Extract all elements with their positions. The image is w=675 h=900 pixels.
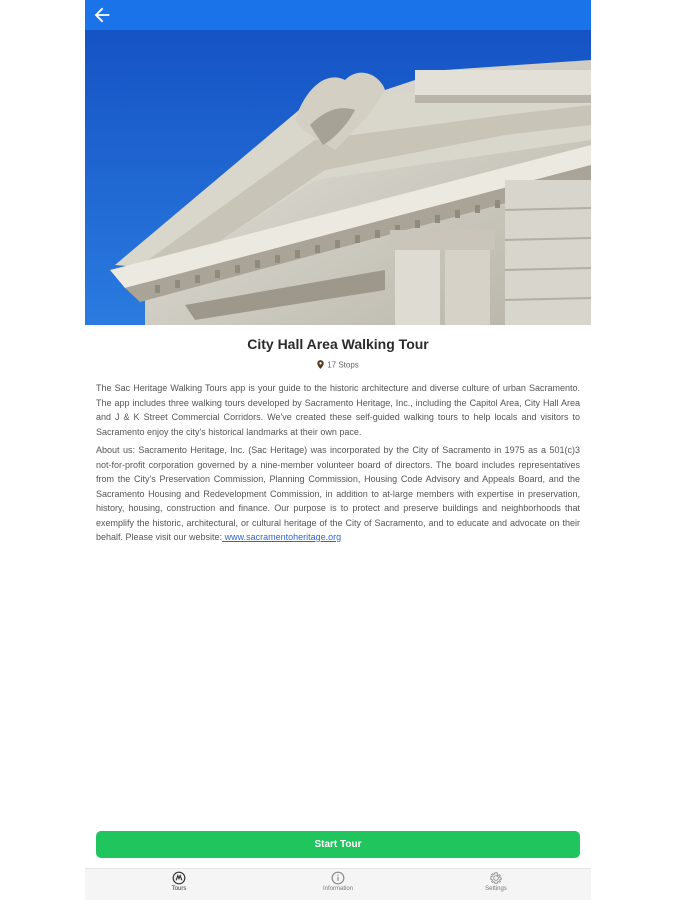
nav-item-tours[interactable]: [119, 871, 239, 892]
tours-icon: [172, 871, 186, 885]
nav-item-information[interactable]: [278, 871, 398, 892]
stops-count-label: 17 Stops: [327, 360, 359, 370]
back-arrow-icon[interactable]: [91, 4, 113, 26]
nav-label-tours: Tours: [171, 886, 187, 892]
gear-icon: [489, 871, 503, 885]
bottom-navigation: [85, 868, 591, 900]
nav-label-settings: Settings: [485, 886, 507, 892]
tour-description: [96, 381, 580, 549]
about-text: About us: Sacramento Heritage, Inc. (Sac Heritage) was incorporated by the City of Sacramento in 1975 as a 501(c)3 not-for-profit corporation governed by a nine-member volunteer board of directors. The board includes representatives from the City's Preservation Commission, Planning Commission, Housing Code Advisory and Appeals Board, and the Sacramento Housing and Redevelopment Commission, in addition to at-large members with expertise in preservation, history, housing, construction and finance. Our purpose is to protect and preserve buildings and neighborhoods that exemplify the historic, architectural, or cultural heritage of the City of Sacramento, and to educate and advocate on their behalf. Please visit our website:: [96, 445, 580, 542]
app-screen: [85, 0, 591, 900]
app-bar: [85, 0, 591, 30]
nav-item-settings[interactable]: [436, 871, 556, 892]
description-paragraph-about: [96, 443, 580, 545]
start-tour-button[interactable]: Start Tour: [96, 831, 580, 858]
website-link[interactable]: www.sacramentoheritage.org: [222, 532, 342, 542]
nav-label-information: Information: [322, 886, 353, 892]
stops-count: [85, 360, 591, 369]
description-paragraph-intro: The Sac Heritage Walking Tours app is your guide to the historic architecture and diverse culture of urban Sacramento. The app includes three walking tours developed by Sacramento Heritage, Inc., including the Capitol Area, City Hall Area and J & K Street Commercial Corridors. We've created these self-guided walking tours to help locals and visitors to Sacramento enjoy the city's historical landmarks at their own pace.: [96, 383, 580, 437]
location-pin-icon: [317, 360, 324, 369]
info-icon: [331, 871, 345, 885]
tour-title: City Hall Area Walking Tour: [247, 336, 429, 352]
tour-hero-image: [85, 30, 591, 325]
